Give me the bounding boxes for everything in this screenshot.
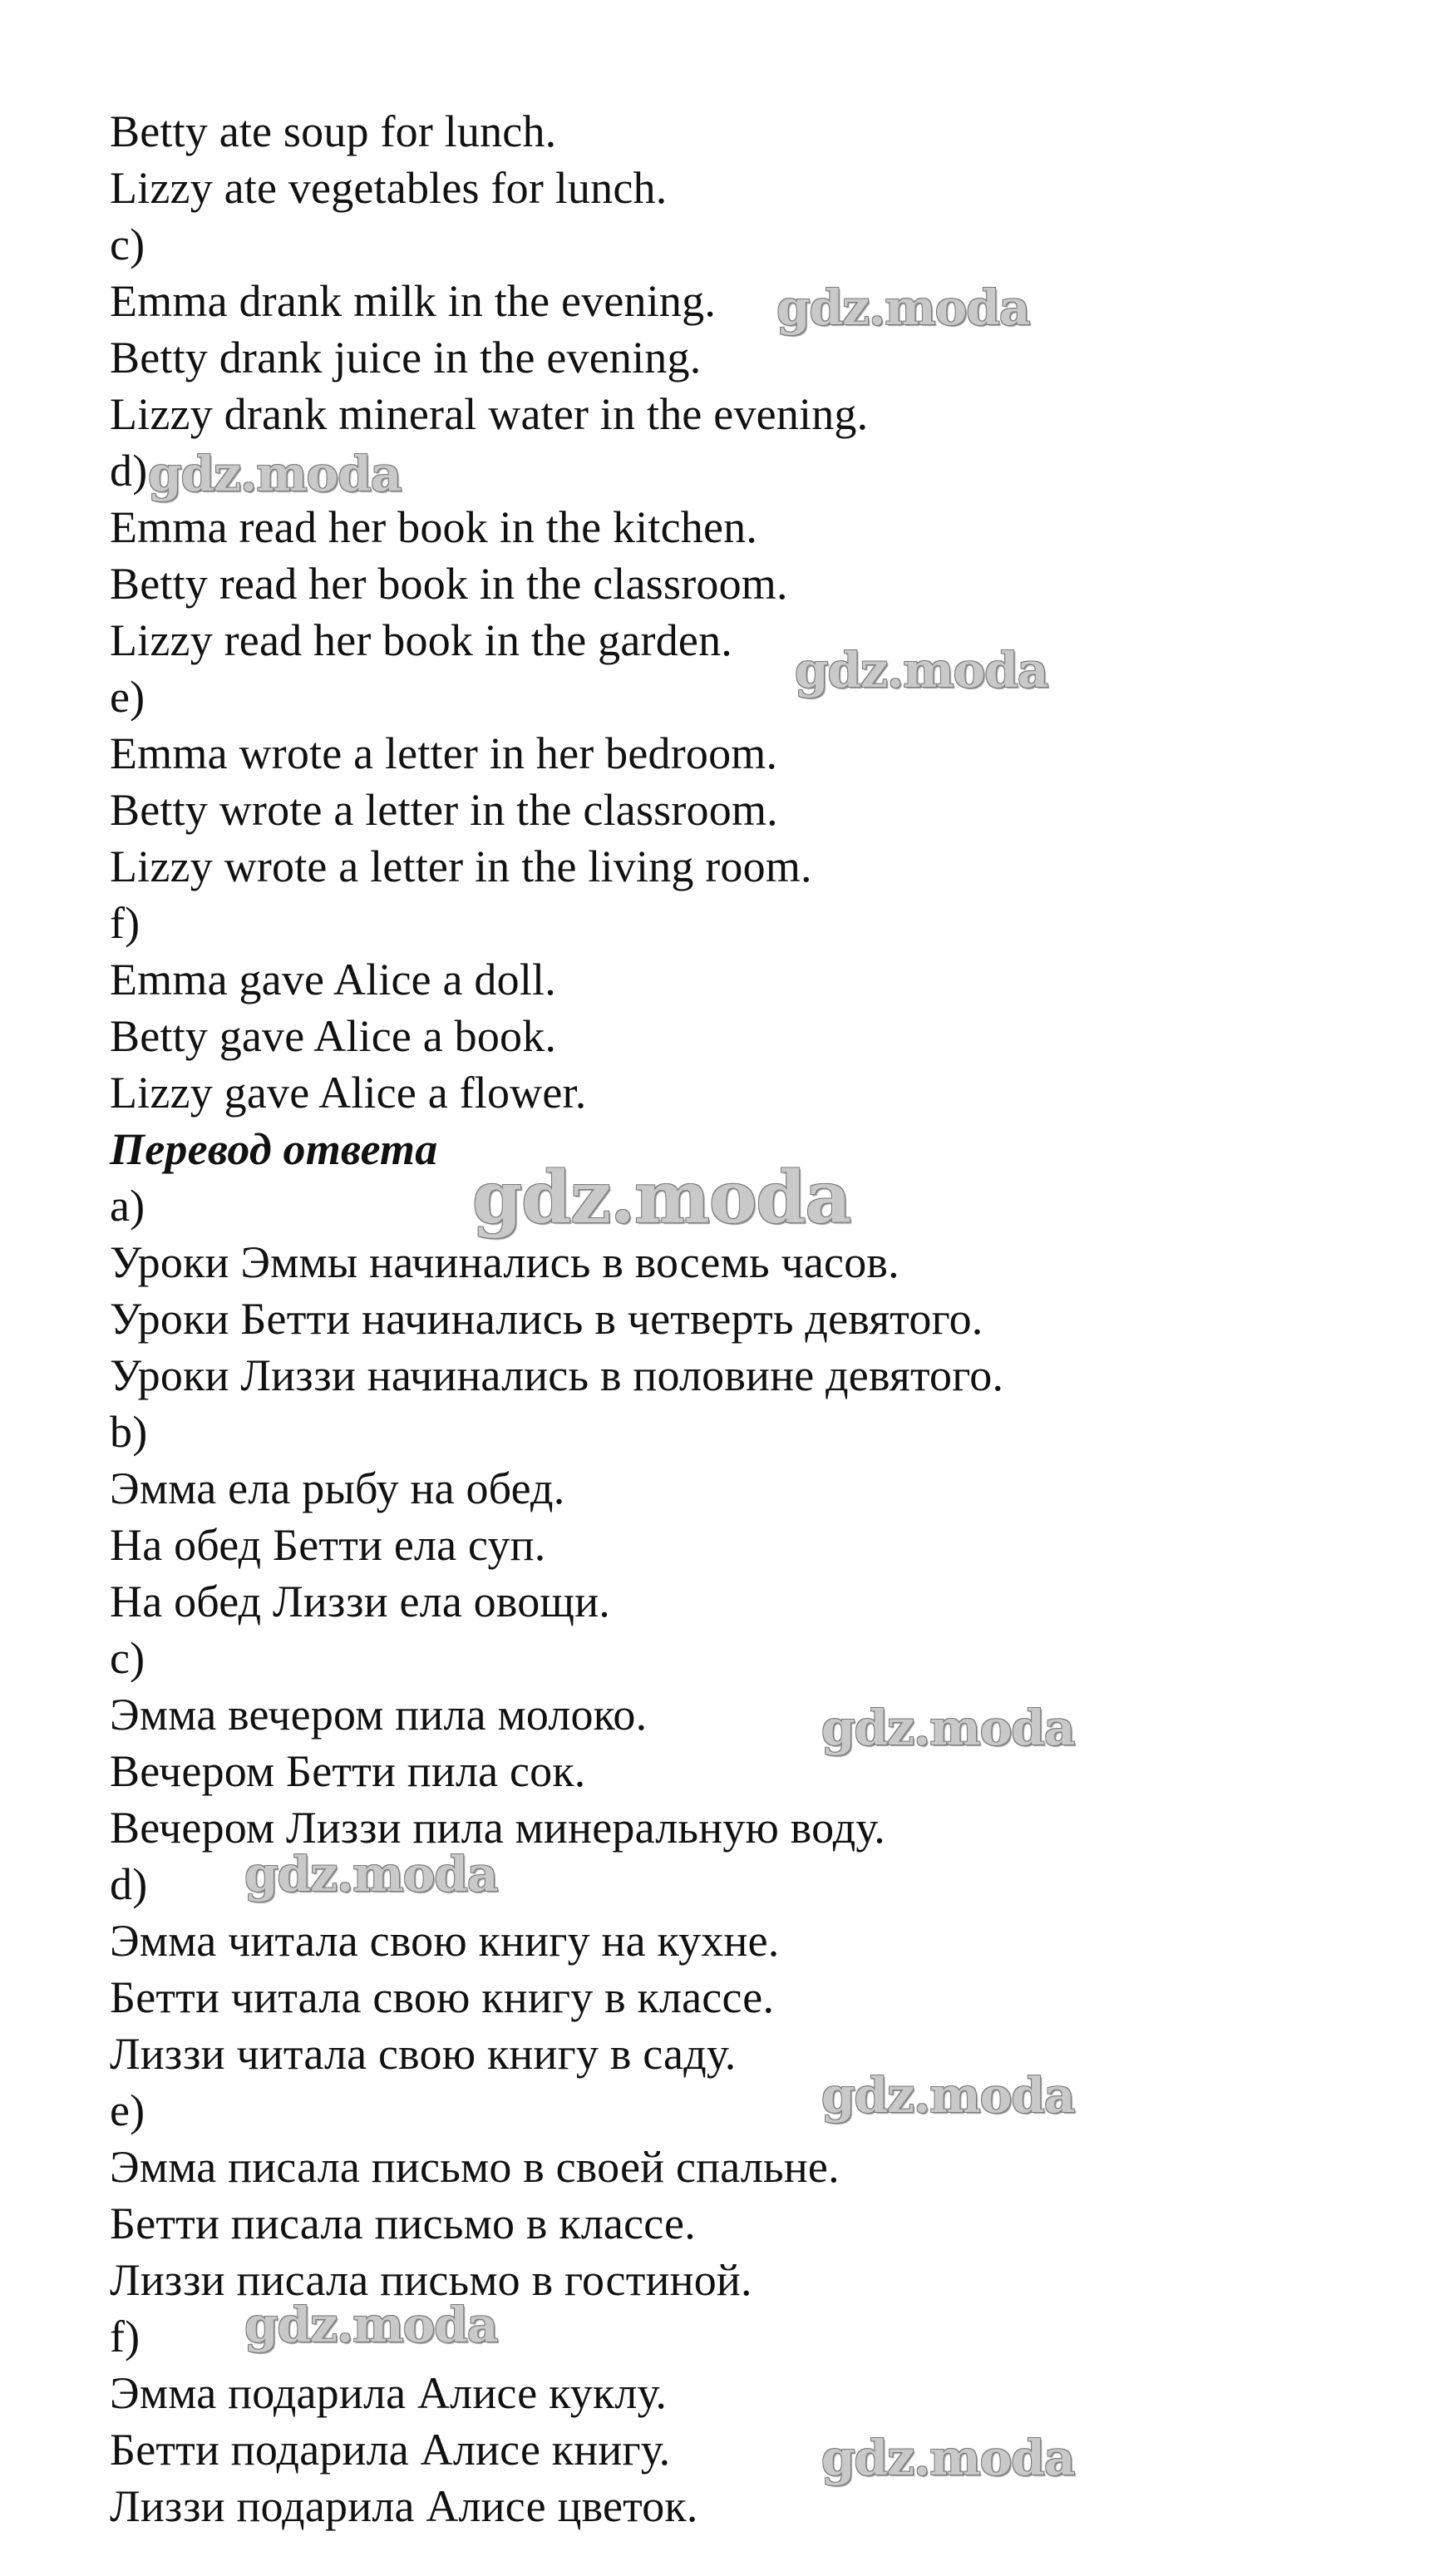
item-label: f): [110, 898, 140, 948]
text-line: Lizzy drank mineral water in the evening.: [110, 389, 869, 439]
item-label: e): [110, 672, 145, 722]
watermark: gdz.moda: [776, 279, 1030, 336]
text-line: Вечером Лиззи пила минеральную воду.: [110, 1803, 885, 1853]
text-line: Лиззи подарила Алисе цветок.: [110, 2481, 698, 2531]
watermark: gdz.moda: [244, 1846, 498, 1902]
text-line: Emma read her book in the kitchen.: [110, 502, 758, 552]
item-label: b): [110, 1407, 148, 1457]
text-line: Эмма вечером пила молоко.: [110, 1690, 648, 1740]
text-line: Уроки Эммы начинались в восемь часов.: [110, 1237, 899, 1287]
text-line: Эмма писала письмо в своей спальне.: [110, 2142, 840, 2192]
text-line: Бетти подарила Алисе книгу.: [110, 2425, 671, 2475]
text-line: Betty wrote a letter in the classroom.: [110, 785, 778, 835]
item-label: c): [110, 220, 145, 269]
watermark: gdz.moda: [244, 2297, 498, 2353]
text-line: Эмма подарила Алисе куклу.: [110, 2368, 668, 2418]
text-line: Уроки Бетти начинались в четверть девятого.: [110, 1294, 983, 1344]
text-line: Betty drank juice in the evening.: [110, 333, 702, 382]
text-line: На обед Лиззи ела овощи.: [110, 1577, 610, 1626]
text-line: Вечером Бетти пила сок.: [110, 1746, 586, 1796]
text-line: Бетти читала свою книгу в классе.: [110, 1972, 775, 2022]
item-label: c): [110, 1633, 145, 1683]
item-label: d): [110, 446, 148, 496]
watermark: gdz.moda: [472, 1156, 851, 1240]
text-line: Лиззи читала свою книгу в саду.: [110, 2029, 737, 2079]
text-line: Lizzy ate vegetables for lunch.: [110, 163, 668, 213]
item-label: f): [110, 2312, 140, 2361]
text-line: Эмма читала свою книгу на кухне.: [110, 1916, 780, 1966]
text-line: Betty read her book in the classroom.: [110, 559, 788, 609]
text-line: Эмма ела рыбу на обед.: [110, 1463, 565, 1513]
text-line: Лиззи писала письмо в гостиной.: [110, 2255, 752, 2305]
text-line: Betty gave Alice a book.: [110, 1011, 557, 1061]
text-line: Уроки Лиззи начинались в половине девятого.: [110, 1350, 1004, 1400]
item-label: a): [110, 1181, 145, 1231]
watermark: gdz.moda: [821, 1700, 1075, 1756]
text-line: Emma wrote a letter in her bedroom.: [110, 728, 778, 778]
text-line: Emma gave Alice a doll.: [110, 955, 556, 1004]
text-line: Lizzy read her book in the garden.: [110, 615, 732, 665]
watermark: gdz.moda: [821, 2430, 1075, 2486]
translation-heading: Перевод ответа: [110, 1124, 438, 1174]
watermark: gdz.moda: [821, 2067, 1075, 2124]
watermark: gdz.moda: [795, 642, 1048, 698]
text-line: Emma drank milk in the evening.: [110, 276, 717, 326]
text-line: Betty ate soup for lunch.: [110, 106, 557, 156]
item-label: e): [110, 2085, 145, 2135]
text-line: На обед Бетти ела суп.: [110, 1520, 546, 1570]
text-line: Бетти писала письмо в классе.: [110, 2198, 696, 2248]
item-label: d): [110, 1859, 148, 1909]
text-line: Lizzy wrote a letter in the living room.: [110, 841, 812, 891]
text-line: Lizzy gave Alice a flower.: [110, 1068, 587, 1118]
watermark: gdz.moda: [148, 446, 402, 502]
